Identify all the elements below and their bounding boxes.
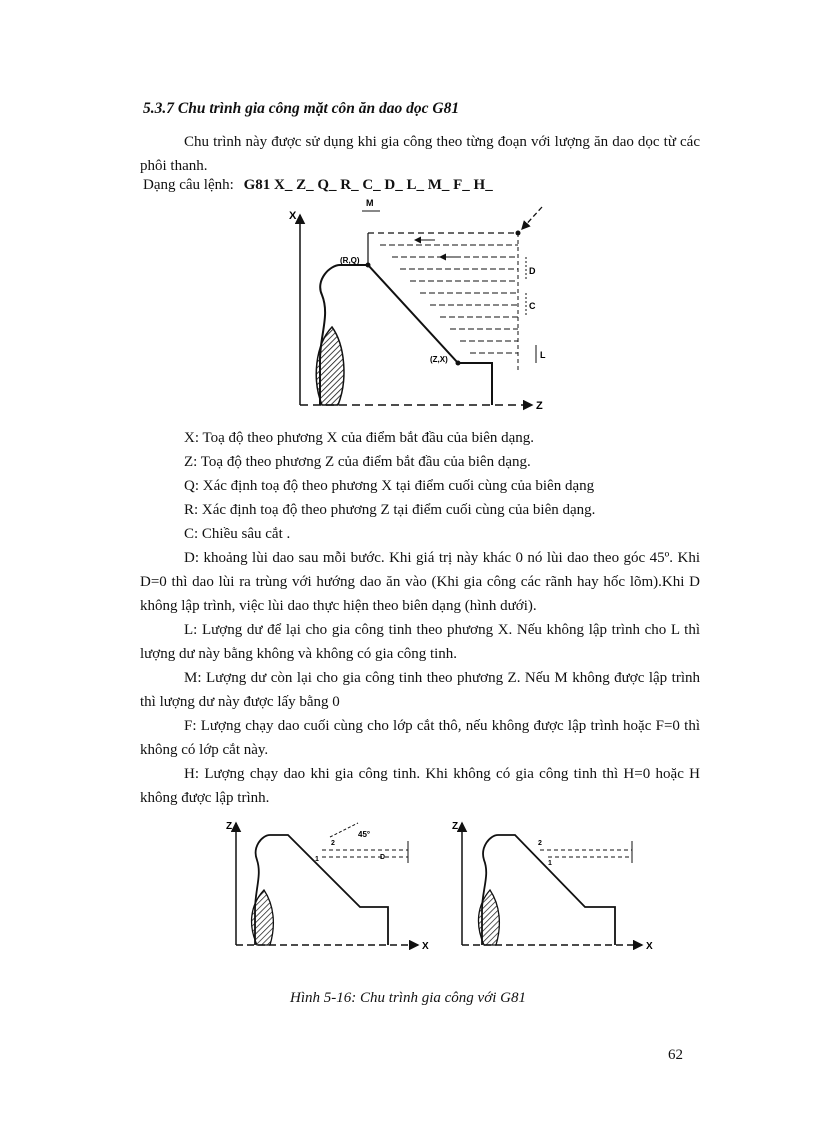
syntax-line — [143, 177, 493, 194]
g81-cycle-diagram — [280, 195, 560, 417]
retract-diagram-left — [210, 815, 430, 950]
label-d: D — [529, 266, 536, 276]
x-axis-label: X — [289, 210, 297, 222]
chuck-hatch — [316, 327, 344, 405]
definition-x: X: Toạ độ theo phương X của điểm bắt đầu của biên dạng. — [184, 430, 535, 446]
left-label-1: 1 — [315, 856, 319, 863]
label-l: L — [540, 350, 546, 360]
paragraph-f: F: Lượng chạy dao cuối cùng cho lớp cắt thô, nếu không được lập trình hoặc F=0 thì không có lớp cắt này. — [140, 718, 700, 758]
label-rq: (R,Q) — [340, 256, 360, 265]
roughing-passes — [380, 245, 518, 353]
definition-q: Q: Xác định toạ độ theo phương X tại điểm cuối cùng của biên dạng — [184, 478, 595, 494]
section-heading: 5.3.7 Chu trình gia công mặt côn ăn dao dọc G81 — [143, 100, 460, 117]
intro-paragraph: Chu trình này được sử dụng khi gia công theo từng đoạn với lượng ăn dao dọc từ các phôi thanh. — [140, 134, 700, 174]
page-number: 62 — [668, 1047, 683, 1063]
right-axis-x: X — [646, 941, 653, 950]
right-label-1: 1 — [548, 860, 552, 867]
paragraph-h: H: Lượng chạy dao khi gia công tinh. Khi không có gia công tinh thì H=0 hoặc H không được lập trình. — [140, 766, 700, 806]
paragraph-d: D: khoảng lùi dao sau mỗi bước. Khi giá trị này khác 0 nó lùi dao theo góc 45º. Khi D=0 thì dao lùi ra trùng với hướng dao ăn vào (Khi gia công các rãnh hay hốc lõm).Khi D không lập trình, việc lùi dao thực hiện theo biên dạng (hình dưới). — [140, 550, 700, 614]
syntax-label: Dạng câu lệnh: — [143, 177, 234, 193]
retract-diagram-right — [440, 815, 660, 950]
left-axis-z: Z — [226, 821, 233, 832]
right-axis-z: Z — [452, 821, 459, 832]
left-label-d: D — [380, 854, 386, 861]
paragraph-l: L: Lượng dư để lại cho gia công tinh theo phương X. Nếu không lập trình cho L thì lượng dư này bằng không và không có gia công tinh. — [140, 622, 700, 662]
syntax-command: G81 X_ Z_ Q_ R_ C_ D_ L_ M_ F_ H_ — [243, 177, 493, 193]
definition-z: Z: Toạ độ theo phương Z của điểm bắt đầu của biên dạng. — [184, 454, 531, 470]
part-outline — [320, 265, 492, 405]
left-label-2: 2 — [331, 840, 335, 847]
definition-list — [184, 426, 595, 546]
definition-c: C: Chiều sâu cắt . — [184, 526, 291, 542]
right-label-2: 2 — [538, 840, 542, 847]
definition-r: R: Xác định toạ độ theo phương Z tại điểm cuối cùng của biên dạng. — [184, 502, 596, 518]
paragraph-m: M: Lượng dư còn lại cho gia công tinh theo phương Z. Nếu M không được lập trình thì lượng dư này được lấy bằng 0 — [140, 670, 700, 710]
left-angle: 45° — [358, 830, 371, 839]
label-m: M — [366, 198, 374, 208]
left-axis-x: X — [422, 941, 429, 950]
z-axis-label: Z — [536, 400, 543, 412]
label-c: C — [529, 301, 536, 311]
label-zx: (Z,X) — [430, 355, 448, 364]
figure-caption: Hình 5-16: Chu trình gia công với G81 — [290, 990, 526, 1006]
